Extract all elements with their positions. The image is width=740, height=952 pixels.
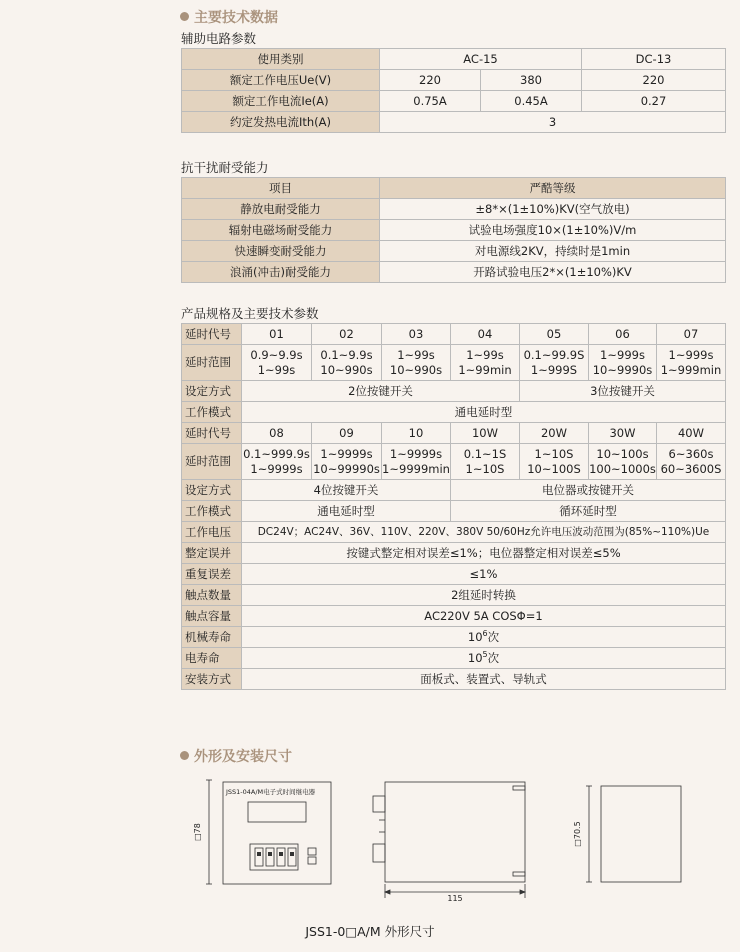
range-cell: 1~99s 1~99min xyxy=(451,345,520,381)
mode-label: 工作模式 xyxy=(182,501,242,522)
range-cell: 1~9999s 1~9999min xyxy=(382,444,451,480)
emc-title: 抗干扰耐受能力 xyxy=(181,160,269,175)
emc-row-value: 试验电场强度10×(1±10%)V/m xyxy=(380,220,726,241)
emc-row-label: 辐射电磁场耐受能力 xyxy=(182,220,380,241)
code-label: 延时代号 xyxy=(182,324,242,345)
code-cell: 02 xyxy=(312,324,382,345)
setting-error-value: 按键式整定相对误差≤1%；电位器整定相对误差≤5% xyxy=(242,543,726,564)
range-label: 延时范围 xyxy=(182,444,242,480)
contact-capacity-label: 触点容量 xyxy=(182,606,242,627)
code-cell: 06 xyxy=(589,324,657,345)
emc-head-level: 严酷等级 xyxy=(380,178,726,199)
dim-width-label: 115 xyxy=(447,894,463,903)
setting-label: 设定方式 xyxy=(182,480,242,501)
emc-head-item: 项目 xyxy=(182,178,380,199)
emc-row-value: ±8*×(1±10%)KV(空气放电) xyxy=(380,199,726,220)
code-cell: 20W xyxy=(520,423,589,444)
range-cell: 6~360s 60~3600S xyxy=(657,444,726,480)
emc-row-value: 开路试验电压2*×(1±10%)KV xyxy=(380,262,726,283)
drawing-caption: JSS1-0□A/M 外形尺寸 xyxy=(305,924,435,939)
voltage-ac380: 380 xyxy=(481,70,582,91)
code-cell: 10 xyxy=(382,423,451,444)
code-cell: 40W xyxy=(657,423,726,444)
mech-life-value: $10^6$次 xyxy=(242,627,726,648)
aux-circuit-table xyxy=(181,48,726,133)
setting-3key: 3位按键开关 xyxy=(520,381,726,402)
usage-label: 使用类别 xyxy=(182,49,380,70)
emc-table xyxy=(181,177,726,283)
front-view-drawing xyxy=(190,776,350,891)
voltage-label: 工作电压 xyxy=(182,522,242,543)
aux-circuit-title: 辅助电路参数 xyxy=(181,31,257,46)
emc-row-label: 快速瞬变耐受能力 xyxy=(182,241,380,262)
current-label: 额定工作电流Ie(A) xyxy=(182,91,380,112)
setting-pot: 电位器或按键开关 xyxy=(451,480,726,501)
dim-side-label: □70.5 xyxy=(573,821,582,847)
heat-current-value: 3 xyxy=(380,112,726,133)
code-cell: 01 xyxy=(242,324,312,345)
contact-count-value: 2组延时转换 xyxy=(242,585,726,606)
code-cell: 07 xyxy=(657,324,726,345)
range-cell: 1~999s 10~9990s xyxy=(589,345,657,381)
range-cell: 1~99s 10~990s xyxy=(382,345,451,381)
current-dc220: 0.27 xyxy=(582,91,726,112)
code-cell: 04 xyxy=(451,324,520,345)
emc-row-value: 对电源线2KV，持续时是1min xyxy=(380,241,726,262)
code-cell: 05 xyxy=(520,324,589,345)
range-cell: 10~100s 100~1000s xyxy=(589,444,657,480)
side-view-drawing xyxy=(355,772,555,904)
range-cell: 0.9~9.9s 1~99s xyxy=(242,345,312,381)
usage-dc: DC-13 xyxy=(582,49,726,70)
install-label: 安装方式 xyxy=(182,669,242,690)
voltage-value: DC24V；AC24V、36V、110V、220V、380V 50/60Hz允许电压波动范围为(85%~110%)Ue xyxy=(242,522,726,543)
range-cell: 0.1~9.9s 10~990s xyxy=(312,345,382,381)
setting-4key: 4位按键开关 xyxy=(242,480,451,501)
range-cell: 0.1~999.9s 1~9999s xyxy=(242,444,312,480)
elec-life-value: $10^5$次 xyxy=(242,648,726,669)
device-label: JSS1-04A/M电子式时间继电器 xyxy=(226,788,316,796)
voltage-label: 额定工作电压Ue(V) xyxy=(182,70,380,91)
mode-value: 通电延时型 xyxy=(242,402,726,423)
install-value: 面板式、装置式、导轨式 xyxy=(242,669,726,690)
voltage-dc220: 220 xyxy=(582,70,726,91)
bullet-icon xyxy=(180,751,189,760)
bullet-icon xyxy=(180,12,189,21)
code-cell: 08 xyxy=(242,423,312,444)
contact-capacity-value: AC220V 5A COSΦ=1 xyxy=(242,606,726,627)
range-cell: 1~10S 10~100S xyxy=(520,444,589,480)
voltage-ac220: 220 xyxy=(380,70,481,91)
rear-view-drawing xyxy=(570,778,690,890)
setting-2key: 2位按键开关 xyxy=(242,381,520,402)
spec-title: 产品规格及主要技术参数 xyxy=(181,306,319,321)
code-cell: 10W xyxy=(451,423,520,444)
elec-life-label: 电寿命 xyxy=(182,648,242,669)
range-cell: 0.1~99.9S 1~999S xyxy=(520,345,589,381)
current-ac220: 0.75A xyxy=(380,91,481,112)
current-ac380: 0.45A xyxy=(481,91,582,112)
range-label: 延时范围 xyxy=(182,345,242,381)
mode-cycle: 循环延时型 xyxy=(451,501,726,522)
mode-label: 工作模式 xyxy=(182,402,242,423)
mode-on-delay: 通电延时型 xyxy=(242,501,451,522)
dim-height-label: □78 xyxy=(193,823,202,841)
range-cell: 1~9999s 10~99990s xyxy=(312,444,382,480)
repeat-error-value: ≤1% xyxy=(242,564,726,585)
code-cell: 09 xyxy=(312,423,382,444)
code-cell: 30W xyxy=(589,423,657,444)
range-cell: 1~999s 1~999min xyxy=(657,345,726,381)
emc-row-label: 静放电耐受能力 xyxy=(182,199,380,220)
mech-life-label: 机械寿命 xyxy=(182,627,242,648)
setting-label: 设定方式 xyxy=(182,381,242,402)
heat-current-label: 约定发热电流Ith(A) xyxy=(182,112,380,133)
repeat-error-label: 重复误差 xyxy=(182,564,242,585)
code-cell: 03 xyxy=(382,324,451,345)
range-cell: 0.1~1S 1~10S xyxy=(451,444,520,480)
spec-table xyxy=(181,323,726,690)
code-label: 延时代号 xyxy=(182,423,242,444)
usage-ac: AC-15 xyxy=(380,49,582,70)
emc-row-label: 浪涌(冲击)耐受能力 xyxy=(182,262,380,283)
setting-error-label: 整定误并 xyxy=(182,543,242,564)
section-title-dimensions: 外形及安装尺寸 xyxy=(180,746,292,766)
contact-count-label: 触点数量 xyxy=(182,585,242,606)
section-title-main-data: 主要技术数据 xyxy=(180,7,278,27)
